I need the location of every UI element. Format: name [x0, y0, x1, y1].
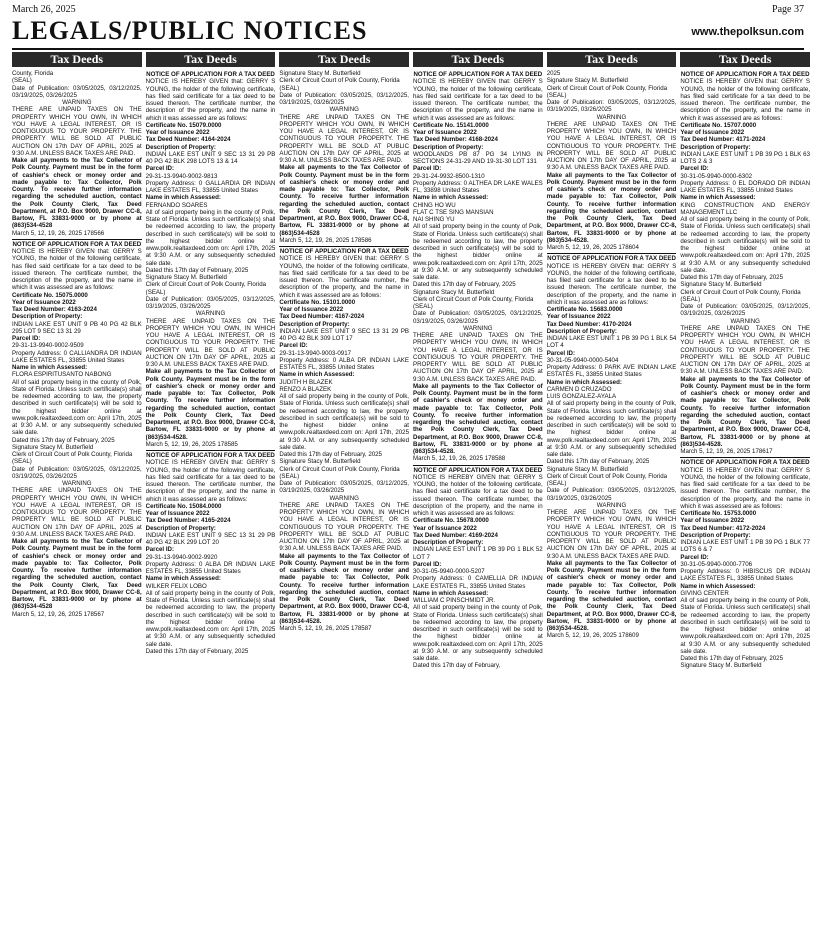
- notice-text: 30-31-05-9940-0000-7706: [680, 560, 753, 568]
- notice-column: [680, 70, 810, 940]
- column-banner-tax-deeds: Tax Deeds: [279, 52, 409, 67]
- notice-text: NOTICE IS HEREBY GIVEN that: GERRY S YOUNG, the holder of the following certificate, has filed said certificate for a tax deed to be issued thereon. The certificate number, the description of the property, and the name in which it was assessed are as follows:: [279, 255, 410, 299]
- notice-text: Year of Issuance 2022: [279, 306, 344, 313]
- notice-text: Name in which Assessed:: [413, 589, 489, 597]
- notice-text: Year of Issuance 2022: [680, 129, 745, 136]
- notice-text: NOTICE IS HEREBY GIVEN that: GERRY S YOUNG, the holder of the following certificate, has filed said certificate for a tax deed to be issued thereon. The certificate number, the description of the property, and the name in which it was assessed are as follows:: [145, 78, 276, 122]
- notice-text: Certificate No. 15084.0000: [145, 502, 222, 510]
- notice-text: Date of Publication: 03/05/2025, 03/12/2025, 03/19/2025, 03/26/2025: [279, 91, 410, 106]
- issue-date: March 26, 2025: [12, 4, 76, 15]
- notice-text: Tax Deed Number: 4168-2024: [413, 136, 498, 144]
- notice-text: Year of Issuance 2022: [680, 517, 745, 525]
- notice-divider: [12, 239, 142, 240]
- notice-text: Parcel ID:: [12, 335, 41, 342]
- website-link[interactable]: www.thepolksun.com: [691, 26, 804, 38]
- notice-text: THERE ARE UNPAID TAXES ON THE PROPERTY WHICH YOU OWN, IN WHICH YOU HAVE A LEGAL INTEREST, OR IS CONTIGUOUS TO YOUR PROPERTY. THE PROPERTY WILL BE SOLD AT PUBLIC AUCTION ON 17th DAY OF APRIL, 2025 at 9:30 A.M. UNLESS BACK TAXES ARE PAID.: [546, 509, 677, 560]
- notice-text: Name in which Assessed:: [680, 194, 756, 202]
- notice-text: JUDITH H BLAZEK: [279, 378, 333, 386]
- notice-text: FLORA ESPIRITUSANTO NABONG: [12, 371, 112, 379]
- notice-text: Tax Deed Number: 4163-2024: [12, 306, 97, 313]
- notice-text: Year of Issuance 2022: [145, 510, 210, 517]
- notice-text: Parcel ID:: [413, 560, 442, 568]
- notice-text: March 5, 12, 19, 26, 2025 178586: [279, 236, 372, 244]
- notice-text: Description of Property:: [680, 531, 751, 539]
- notice-text: Make all payments to the Tax Collector of Polk County. Payment must be in the form of cashier's check or money order and made payable to: Tax Collector, Polk County. To receive further information regarding the scheduled auction, contact the Polk County Clerk, Tax Deed Department, at P.O. Box 9000, Drawer CC-8, Bartow, FL 33831-9000 or by phone at (863)534-4528.: [546, 559, 677, 632]
- notice-text: WILKER FELIX LOBO: [145, 582, 207, 590]
- notice-text: WARNING: [62, 99, 92, 106]
- notice-text: Dated this 17th day of February, 2025: [145, 647, 249, 655]
- notice-text: Date of Publication: 03/05/2025, 03/12/2025, 03/19/2025, 03/26/2025: [680, 303, 811, 318]
- notice-text: Parcel ID:: [680, 165, 709, 173]
- notice-text: INDIAN LAKE EST UNIT 1 PB 39 PG 1 BLK 77 LOTS 6 & 7: [680, 539, 811, 554]
- notice-text: Description of Property:: [145, 524, 216, 532]
- notice-text: All of said property being in the county of Polk, State of Florida. Unless such certificate(s) shall be redeemed according to law, the property described in such certificate(s) will be sold to the highest bidder online at www.polk.realtaxdeed.com on: April 17th, 2025 at 9:30 A.M. or any subsequently scheduled sale date.: [680, 216, 811, 274]
- notice-text: NOTICE IS HEREBY GIVEN that: GERRY S YOUNG, the holder of the following certificate, has filed said certificate for a tax deed to be issued thereon. The certificate number, the description of the property, and the name in which it was assessed are as follows:: [680, 78, 811, 122]
- notice-text: Property Address: 0 CAMELLIA DR INDIAN LAKE ESTATES FL, 33855 United States: [413, 575, 543, 590]
- notice-heading: NOTICE OF APPLICATION FOR A TAX DEED: [680, 71, 810, 78]
- notice-text: Certificate No. 15753.0000: [680, 510, 757, 517]
- notice-divider: [146, 450, 276, 451]
- notice-text: (SEAL): [12, 77, 32, 85]
- notice-column: [146, 70, 276, 940]
- notice-text: Property Address: 0 PARK AVE INDIAN LAKE ESTATES FL, 33855 United States: [546, 364, 677, 379]
- notice-text: Year of Issuance 2022: [145, 129, 210, 136]
- notice-text: Make all payments to the Tax Collector of Polk County. Payment must be in the form of cashier's check or money order and made payable to: Tax Collector, Polk County. To receive further information regarding the scheduled auction, contact the Polk County Clerk, Tax Deed Department, at P.O. Box 9000, Drawer CC-8, Bartow, FL 33831-9000 or by phone at (863)534-4528.: [145, 368, 276, 441]
- notice-text: THERE ARE UNPAID TAXES ON THE PROPERTY WHICH YOU OWN, IN WHICH YOU HAVE A LEGAL INTEREST, OR IS CONTIGUOUS TO YOUR PROPERTY. THE PROPERTY WILL BE SOLD AT PUBLIC AUCTION ON 17th DAY OF APRIL, 2025 at 9:30 A.M. UNLESS BACK TAXES ARE PAID.: [279, 501, 410, 553]
- notice-text: INDIAN LAKE EST UNIT 9 PB 40 PG 42 BLK 295 LOT 9 SEC 13 31 29: [12, 320, 142, 335]
- notice-text: Property Address: 0 ALTHEA DR LAKE WALES FL, 33898 United States: [413, 179, 543, 194]
- notice-text: Parcel ID:: [680, 553, 709, 561]
- notice-text: All of said property being in the county of Polk, State of Florida. Unless such certificate(s) shall be redeemed according to law, the property described in such certificate(s) will be sold to the highest bidder online at www.polk.realtaxdeed.com on: April 17th, 2025 at 9:30 A.M. or any subsequently scheduled sale date.: [413, 223, 543, 281]
- notice-text: Clerk of Circuit Court of Polk County, Florida: [546, 84, 668, 92]
- notice-text: All of said property being in the county of Polk, State of Florida. Unless such certificate(s) shall be redeemed according to law, the property described in such certificate(s) will be sold to the highest bidder online at www.polk.realtaxdeed.com on: April 17th, 2025 at 9:30 A.M. or any subsequently scheduled sale date.: [680, 597, 811, 655]
- notice-text: Clerk of Circuit Court of Polk County, Florida: [279, 77, 400, 85]
- notice-text: FERNANDO SOARES: [145, 201, 208, 209]
- notice-text: INDIAN LAKE EST UNIT 9 SEC 13 31 29 PB 40 PG 42 BLK 299 LOT 20: [145, 531, 276, 546]
- notice-text: Signature Stacy M. Butterfield: [546, 77, 628, 85]
- notice-divider: [547, 253, 677, 254]
- notice-text: Clerk of Circuit Court of Polk County, Florida: [12, 451, 133, 458]
- column-banner-tax-deeds: Tax Deeds: [413, 52, 543, 67]
- notice-text: (SEAL): [279, 472, 300, 480]
- notice-text: Tax Deed Number: 4170-2024: [546, 320, 632, 328]
- notice-text: Dated this 17th day of February,: [413, 662, 501, 670]
- notice-text: Tax Deed Number: 4165-2024: [145, 517, 231, 525]
- notice-heading: NOTICE OF APPLICATION FOR A TAX DEED: [680, 459, 810, 467]
- notice-text: Certificate No. 15678.0000: [413, 517, 489, 525]
- notice-text: Signature Stacy M. Butterfield: [413, 288, 495, 296]
- notice-text: LUIS GONZALEZ-AYALA: [546, 393, 617, 400]
- notice-text: Make all payments to the Tax Collector of Polk County. Payment must be in the form of cashier's check or money order and made payable to: Tax Collector, Polk County. To receive further information regarding the scheduled auction, contact the Polk County Clerk, Tax Deed Department, at P.O. Box 9000, Drawer CC-8, Bartow, FL 33831-9000 or by phone at (863)534-4528.: [279, 552, 410, 625]
- notice-text: Description of Property:: [413, 539, 484, 546]
- notice-text: Name in which Assessed:: [680, 582, 756, 590]
- notice-text: Tax Deed Number: 4171-2024: [680, 136, 766, 144]
- notice-text: All of said property being in the county of Polk, State of Florida. Unless such certificate(s) shall be redeemed according to law, the property described in such certificate(s) will be sold to the highest bidder online at www.polk.realtaxdeed.com on: April 17th, 2025 at 9:30 A.M. or any subsequently scheduled sale date.: [279, 393, 410, 451]
- notice-text: WARNING: [463, 324, 493, 332]
- notice-text: Make all payments to the Tax Collector of Polk County. Payment must be in the form of cashier's check or money order and made payable to: Tax Collector, Polk County. To receive further information regarding the scheduled auction, contact the Polk County Clerk, Tax Deed Department, at P.O. Box 9000, Drawer CC-8, Bartow, FL 33831-9000 or by phone at (863)534-4528.: [680, 375, 811, 448]
- notice-text: GIVING CENTER: [680, 589, 729, 597]
- notice-text: March 5, 12, 19, 26, 2025 178617: [680, 448, 773, 455]
- notice-text: WARNING: [62, 480, 92, 487]
- notice-divider: [680, 457, 810, 458]
- notice-text: CHING HO WU: [413, 201, 456, 209]
- notice-text: Make all payments to the Tax Collector of Polk County. Payment must be in the form of cashier's check or money order and made payable to: Tax Collector, Polk County. To receive further information regarding the scheduled auction, contact the Polk County Clerk, Tax Deed Department, at P.O. Box 9000, Drawer CC-8, Bartow, FL 33831-9000 or by phone at (863)534-4528.: [413, 382, 543, 455]
- notice-text: Date of Publication: 03/05/2025, 03/12/2025, 03/19/2025, 03/26/2025: [546, 99, 677, 114]
- notice-text: INDIAN LAKE EST UNIT 9 SEC 13 31 29 PB 40 PG 42 BLK 298 LOTS 13 & 14: [145, 150, 276, 165]
- notice-text: Date of Publication: 03/05/2025, 03/12/2025, 03/19/2025, 03/26/2025: [145, 295, 276, 310]
- notice-text: Name in which Assessed:: [145, 194, 221, 202]
- notice-text: Parcel ID:: [546, 349, 576, 357]
- notice-text: Property Address: 0 GALLARDIA DR INDIAN LAKE ESTATES FL, 33855 United States: [145, 179, 276, 194]
- notice-text: Parcel ID:: [413, 165, 442, 173]
- notice-text: All of said property being in the county of Polk, State of Florida. Unless such certificate(s) shall be redeemed according to law, the property described in such certificate(s) will be sold to the highest bidder online at www.polk.realtaxdeed.com on: April 17th, 2025 at 9:30 A.M. or any subsequently scheduled sale date.: [145, 589, 276, 648]
- notice-text: NOTICE IS HEREBY GIVEN that: GERRY S YOUNG, the holder of the following certificate, has filed said certificate for a tax deed to be issued thereon. The certificate number, the description of the property, and the name in which it was assessed are as follows:: [12, 248, 142, 292]
- notice-text: 29-31-13-9940-9003-0917: [279, 349, 352, 357]
- notice-text: FLAT C TSE SING MANSIAN: [413, 208, 494, 216]
- notice-text: Name in which Assessed:: [413, 194, 489, 202]
- notice-text: (SEAL): [546, 91, 567, 99]
- notice-text: INDIAN LAKE EST UNIT 1 PB 39 PG 1 BLK 54 LOT 4: [546, 335, 677, 350]
- notice-text: (SEAL): [145, 288, 166, 296]
- notice-heading: NOTICE OF APPLICATION FOR A TAX DEED: [413, 466, 543, 474]
- notice-text: 2025: [546, 70, 561, 77]
- notice-text: NOTICE IS HEREBY GIVEN that: GERRY S YOUNG, the holder of the following certificate, has filed said certificate for a tax deed to be issued thereon. The certificate number, the description of the property, and the name in which it was assessed are as follows:: [680, 466, 811, 510]
- notice-text: Clerk of Circuit Court of Polk County, Florida: [413, 295, 534, 303]
- section-title: LEGALS/PUBLIC NOTICES: [12, 16, 368, 45]
- notice-divider: [279, 246, 409, 247]
- notice-text: All of said property being in the county of Polk, State of Florida. Unless such certificate(s) shall be redeemed according to law, the property described in such certificate(s) will be sold to the highest bidder online at www.polk.realtaxdeed.com on: April 17th, 2025 at 9:30 A.M. or any subsequently scheduled sale date.: [145, 208, 276, 267]
- notice-text: March 5, 12, 19, 26, 2025 178567: [12, 610, 105, 618]
- notice-text: (SEAL): [413, 303, 433, 310]
- page-number: Page 37: [772, 4, 804, 15]
- notice-text: Date of Publication: 03/05/2025, 03/12/2025, 03/19/2025, 03/26/2025: [12, 465, 142, 480]
- notice-text: WOODLANDS PB 87 PG 34 LYING IN SECTIONS 24-31-29 AND 19-31-30 LOT 131: [413, 150, 543, 165]
- notice-text: THERE ARE UNPAID TAXES ON THE PROPERTY WHICH YOU OWN, IN WHICH YOU HAVE A LEGAL INTEREST, OR IS CONTIGUOUS TO YOUR PROPERTY. THE PROPERTY WILL BE SOLD AT PUBLIC AUCTION ON 17th DAY OF APRIL, 2025 at 9:30 A.M. UNLESS BACK TAXES ARE PAID.: [680, 324, 811, 376]
- notice-text: County, Florida: [12, 70, 54, 77]
- notice-text: THERE ARE UNPAID TAXES ON THE PROPERTY WHICH YOU OWN, IN WHICH YOU HAVE A LEGAL INTEREST, OR IS CONTIGUOUS TO YOUR PROPERTY. THE PROPERTY WILL BE SOLD AT PUBLIC AUCTION ON 17th DAY OF APRIL, 2025 at 9:30 A.M. UNLESS BACK TAXES ARE PAID.: [145, 317, 276, 368]
- notice-text: (SEAL): [279, 84, 300, 92]
- notice-text: WARNING: [730, 317, 760, 325]
- notice-text: Dated this 17th day of February, 2025: [413, 281, 516, 289]
- notice-text: Make all payments to the Tax Collector of Polk County. Payment must be in the form of cashier's check or money order and made payable to: Tax Collector, Polk County. To receive further information regarding the scheduled auction, contact the Polk County Clerk, Tax Deed Department, at P.O. Box 9000, Drawer CC-8, Bartow, FL 33831-9000 or by phone at (863)534-4528: [279, 164, 410, 237]
- notice-text: 29-31-24-9932-8500-1310: [413, 172, 485, 180]
- column-banner-tax-deeds: Tax Deeds: [12, 52, 142, 67]
- notice-text: Year of Issuance 2022: [12, 298, 76, 306]
- notice-text: WARNING: [329, 106, 359, 114]
- column-banner-tax-deeds: Tax Deeds: [547, 52, 677, 67]
- notice-text: March 5, 12, 19, 26, 2025 178585: [145, 440, 238, 448]
- notice-text: March 5, 12, 19, 26, 2025 178587: [279, 625, 372, 632]
- notice-column: [413, 70, 543, 940]
- notice-text: 29-31-13-9940-9002-9920: [145, 553, 218, 561]
- notice-text: Signature Stacy M. Butterfield: [12, 443, 94, 451]
- column-banner-tax-deeds: Tax Deeds: [680, 52, 810, 67]
- notice-text: Parcel ID:: [145, 546, 175, 554]
- notice-text: 29-31-13-9940-9002-9509: [12, 342, 84, 350]
- notice-text: Make all payments to the Tax Collector of Polk County. Payment must be in the form of cashier's check or money order and made payable to: Tax Collector, Polk County. To receive further information regarding the scheduled auction, contact the Polk County Clerk, Tax Deed Department, at P.O. Box 9000, Drawer CC-8, Bartow, FL 33831-9000 or by phone at (863)534-4528.: [546, 171, 677, 244]
- notice-text: Tax Deed Number: 4169-2024: [413, 531, 498, 539]
- notice-text: Clerk of Circuit Court of Polk County, Florida: [279, 465, 400, 473]
- notice-heading: NOTICE OF APPLICATION FOR A TAX DEED: [146, 71, 275, 78]
- notice-text: March 5, 12, 19, 26, 2025 178604: [546, 244, 639, 251]
- notice-text: Year of Issuance 2022: [413, 129, 477, 136]
- notice-column: [279, 70, 409, 940]
- notice-text: Property Address: 0 ALBA DR INDIAN LAKE ESTATES FL, 33855 United States: [145, 560, 276, 575]
- notice-text: Dated this 17th day of February, 2025: [546, 458, 650, 466]
- notice-text: Signature Stacy M. Butterfield: [680, 281, 762, 289]
- notice-text: THERE ARE UNPAID TAXES ON THE PROPERTY WHICH YOU OWN, IN WHICH YOU HAVE A LEGAL INTEREST, OR IS CONTIGUOUS TO YOUR PROPERTY. THE PROPERTY WILL BE SOLD AT PUBLIC AUCTION ON 17th DAY OF APRIL, 2025 at 9:30 A.M. UNLESS BACK TAXES ARE PAID.: [279, 113, 410, 164]
- notice-text: All of said property being in the county of Polk, State of Florida. Unless such certificate(s) shall be redeemed according to law, the property described in such certificate(s) will be sold to the highest bidder online at www.polk.realtaxdeed.com on: April 17th, 2025 at 9:30 A.M. or any subsequently scheduled sale date.: [546, 400, 677, 458]
- notice-text: Signature Stacy M. Butterfield: [279, 70, 361, 77]
- notice-text: Certificate No. 15075.0000: [12, 291, 88, 299]
- notice-text: INDIAN LAKE EST UNIT 1 PB 39 PG 1 BLK 52 LOT 7: [413, 546, 543, 561]
- notice-columns: [12, 70, 810, 940]
- notice-text: All of said property being in the county of Polk, State of Florida. Unless such certificate(s) shall be redeemed according to law, the property described in such certificate(s) will be sold to the highest bidder online at www.polk.realtaxdeed.com on: April 17th, 2025 at 9:30 A.M. or any subsequently scheduled sale date.: [413, 604, 543, 662]
- notice-text: March 5, 12, 19, 26, 2025 178588: [413, 455, 506, 463]
- notice-text: WARNING: [195, 310, 226, 318]
- notice-text: KING CONSTRUCTION AND ENERGY MANAGEMENT LLC: [680, 201, 811, 216]
- notice-text: Signature Stacy M. Butterfield: [546, 465, 628, 473]
- notice-text: Description of Property:: [145, 143, 216, 151]
- notice-text: Dated this 17th day of February, 2025: [145, 266, 249, 274]
- notice-text: Dated this 17th day of February, 2025: [12, 436, 115, 444]
- notice-text: Description of Property:: [12, 313, 83, 321]
- notice-text: Clerk of Circuit Court of Polk County, Florida: [145, 281, 267, 289]
- notice-text: March 5, 12, 19, 26, 2025 178609: [546, 632, 639, 640]
- notice-text: Certificate No. 15683.0000: [546, 306, 623, 313]
- notice-text: Description of Property:: [546, 327, 617, 335]
- notice-text: Dated this 17th day of February, 2025: [279, 451, 382, 458]
- notice-heading: NOTICE OF APPLICATION FOR A TAX DEED: [146, 452, 275, 459]
- notice-text: Description of Property:: [680, 143, 751, 151]
- notice-text: Signature Stacy M. Butterfield: [145, 274, 227, 281]
- notice-text: Description of Property:: [413, 143, 484, 151]
- notice-text: THERE ARE UNPAID TAXES ON THE PROPERTY WHICH YOU OWN, IN WHICH YOU HAVE A LEGAL INTEREST, OR IS CONTIGUOUS TO YOUR PROPERTY. THE PROPERTY WILL BE SOLD AT PUBLIC AUCTION ON 17th DAY OF APRIL, 2025 at 9:30 A.M. UNLESS BACK TAXES ARE PAID.: [12, 487, 142, 538]
- notice-text: Dated this 17th day of February, 2025: [680, 274, 783, 281]
- notice-text: Clerk of Circuit Court of Polk County, Florida: [546, 472, 668, 480]
- notice-text: All of said property being in the county of Polk, State of Florida. Unless such certificate(s) shall be redeemed according to law, the property described in such certificate(s) will be sold to the highest bidder online at www.polk.realtaxdeed.com on: April 17th, 2025 at 9:30 A.M. or any subsequently scheduled sale date.: [12, 378, 142, 437]
- notice-text: Date of Publication: 03/05/2025, 03/12/2025, 03/19/2025, 03/26/2025: [279, 480, 410, 495]
- notice-text: (SEAL): [12, 458, 32, 466]
- notice-text: 30-31-05-9940-0000-5207: [413, 568, 485, 575]
- notice-text: THERE ARE UNPAID TAXES ON THE PROPERTY WHICH YOU OWN, IN WHICH YOU HAVE A LEGAL INTEREST, OR IS CONTIGUOUS TO YOUR PROPERTY. THE PROPERTY WILL BE SOLD AT PUBLIC AUCTION ON 17th DAY OF APRIL, 2025 at 9:30 A.M. UNLESS BACK TAXES ARE PAID.: [413, 332, 543, 383]
- notice-text: Description of Property:: [279, 320, 350, 328]
- notice-text: Name in which Assessed:: [546, 378, 622, 386]
- notice-text: Property Address: 0 EL DORADO DR INDIAN LAKE ESTATES FL, 33855 United States: [680, 179, 811, 194]
- notice-text: Parcel ID:: [145, 165, 175, 173]
- notice-text: Year of Issuance 2022: [413, 524, 477, 532]
- masthead: [12, 16, 804, 50]
- notice-text: INDIAN LAKE EST UNIT 9 SEC 13 31 29 PB 40 PG 42 BLK 309 LOT 17: [279, 327, 410, 342]
- notice-text: NAI SHING YU: [413, 216, 455, 223]
- notice-text: (SEAL): [680, 295, 701, 303]
- notice-text: (SEAL): [546, 480, 567, 487]
- notice-text: INDIAN LAKE EST UNIT 1 PB 39 PG 1 BLK 63 LOTS 2 & 3: [680, 150, 811, 165]
- notice-text: THERE ARE UNPAID TAXES ON THE PROPERTY WHICH YOU OWN, IN WHICH YOU HAVE A LEGAL INTEREST, OR IS CONTIGUOUS TO YOUR PROPERTY. THE PROPERTY WILL BE SOLD AT PUBLIC AUCTION ON 17th DAY OF APRIL, 2025 at 9:30 A.M. UNLESS BACK TAXES ARE PAID.: [12, 106, 142, 157]
- notice-heading: NOTICE OF APPLICATION FOR A TAX DEED: [547, 255, 676, 263]
- notice-text: NOTICE IS HEREBY GIVEN that: GERRY S YOUNG, the holder of the following certificate, has filed said certificate for a tax deed to be issued thereon. The certificate number, the description of the property, and the name in which it was assessed are as follows:: [413, 473, 543, 517]
- notice-text: Clerk of Circuit Court of Polk County, Florida: [680, 288, 801, 296]
- notice-text: Date of Publication: 03/05/2025, 03/12/2025, 03/19/2025, 03/26/2025: [12, 84, 142, 99]
- notice-text: WILLIAM C PINSCHMIDT JR.: [413, 597, 496, 604]
- notice-text: THERE ARE UNPAID TAXES ON THE PROPERTY WHICH YOU OWN, IN WHICH YOU HAVE A LEGAL INTEREST, OR IS CONTIGUOUS TO YOUR PROPERTY. THE PROPERTY WILL BE SOLD AT PUBLIC AUCTION ON 17th DAY OF APRIL, 2025 at 9:30 A.M. UNLESS BACK TAXES ARE PAID.: [546, 120, 677, 172]
- notice-text: Signature Stacy M. Butterfield: [279, 458, 361, 466]
- notice-text: Certificate No. 15079.0000: [145, 121, 222, 129]
- notice-text: Tax Deed Number: 4172-2024: [680, 524, 766, 532]
- notice-text: 30-31-05-9940-0000-5404: [546, 356, 619, 364]
- notice-text: 29-31-13-9940-9002-9813: [145, 172, 218, 180]
- notice-text: Make all payments to the Tax Collector of Polk County. Payment must be in the form of cashier's check or money order and made payable to: Tax Collector, Polk County. To receive further information regarding the scheduled auction, contact the Polk County Clerk, Tax Deed Department, at P.O. Box 9000, Drawer CC-8, Bartow, FL 33831-9000 or by phone at (863)534-4528: [12, 157, 142, 230]
- notice-text: WARNING: [596, 113, 627, 121]
- notice-heading: NOTICE OF APPLICATION FOR A TAX DEED: [279, 248, 409, 255]
- notice-text: Name in which Assessed:: [12, 364, 88, 371]
- notice-heading: NOTICE OF APPLICATION FOR A TAX DEED: [12, 240, 142, 248]
- notice-text: Date of Publication: 03/05/2025, 03/12/2025, 03/19/2025, 03/26/2025: [413, 310, 543, 325]
- notice-column: [12, 70, 142, 940]
- notice-text: NOTICE IS HEREBY GIVEN that: GERRY S YOUNG, the holder of the following certificate, has filed said certificate for a tax deed to be issued thereon. The certificate number, the description of the property, and the name in which it was assessed are as follows:: [145, 459, 276, 503]
- notice-text: March 5, 12, 19, 26, 2025 178566: [12, 229, 105, 237]
- notice-text: Property Address: 0 ALBA DR INDIAN LAKE ESTATES FL, 33855 United States: [279, 356, 410, 371]
- notice-text: 30-31-05-9940-0000-6302: [680, 172, 753, 180]
- notice-text: Year of Issuance 2022: [546, 313, 611, 321]
- notice-text: Certificate No. 15101.0000: [279, 298, 356, 306]
- notice-divider: [413, 465, 543, 466]
- notice-text: Make all payments to the Tax Collector of Polk County. Payment must be in the form of cashier's check or money order and made payable to: Tax Collector, Polk County. To receive further information regarding the scheduled auction, contact the Polk County Clerk, Tax Deed Department, at P.O. Box 9000, Drawer CC-8, Bartow, FL 33831-9000 or by phone at (863)534-4528: [12, 538, 142, 611]
- notice-heading: NOTICE OF APPLICATION FOR A TAX DEED: [413, 71, 543, 78]
- notice-text: NOTICE IS HEREBY GIVEN that: GERRY S YOUNG, the holder of the following certificate, has filed said certificate for a tax deed to be issued thereon. The certificate number, the description of the property, and the name in which it was assessed are as follows:: [546, 262, 677, 306]
- notice-text: WARNING: [596, 501, 627, 509]
- notice-text: Signature Stacy M. Butterfield: [680, 662, 762, 670]
- notice-text: Certificate No. 15141.0000: [413, 121, 489, 129]
- notice-column: [547, 70, 677, 940]
- notice-text: Property Address: 0 HIBISCUS DR INDIAN LAKE ESTATES FL, 33855 United States: [680, 568, 811, 583]
- notice-text: WARNING: [329, 494, 359, 502]
- notice-text: Name in which Assessed:: [145, 575, 221, 583]
- notice-text: RENZO A BLAZEK: [279, 385, 332, 393]
- column-banner-tax-deeds: Tax Deeds: [146, 52, 276, 67]
- notice-text: Tax Deed Number: 4167-2024: [279, 313, 365, 321]
- notice-text: NOTICE IS HEREBY GIVEN that: GERRY S YOUNG, the holder of the following certificate, has filed said certificate for a tax deed to be issued thereon. The certificate number, the description of the property, and the name in which it was assessed are as follows:: [413, 78, 543, 122]
- notice-text: CARMEN D CRUZADO: [546, 385, 612, 393]
- notice-text: Dated this 17th day of February, 2025: [680, 655, 783, 662]
- notice-text: Property Address: 0 CALLIANDRA DR INDIAN LAKE ESTATES FL, 33855 United States: [12, 349, 142, 364]
- notice-text: Certificate No. 15707.0000: [680, 121, 757, 129]
- notice-text: Tax Deed Number: 4164-2024: [145, 136, 231, 144]
- notice-text: Date of Publication: 03/05/2025, 03/12/2025, 03/19/2025, 03/26/2025: [546, 487, 677, 502]
- notice-text: Parcel ID:: [279, 342, 308, 350]
- notice-text: Name in which Assessed:: [279, 371, 355, 379]
